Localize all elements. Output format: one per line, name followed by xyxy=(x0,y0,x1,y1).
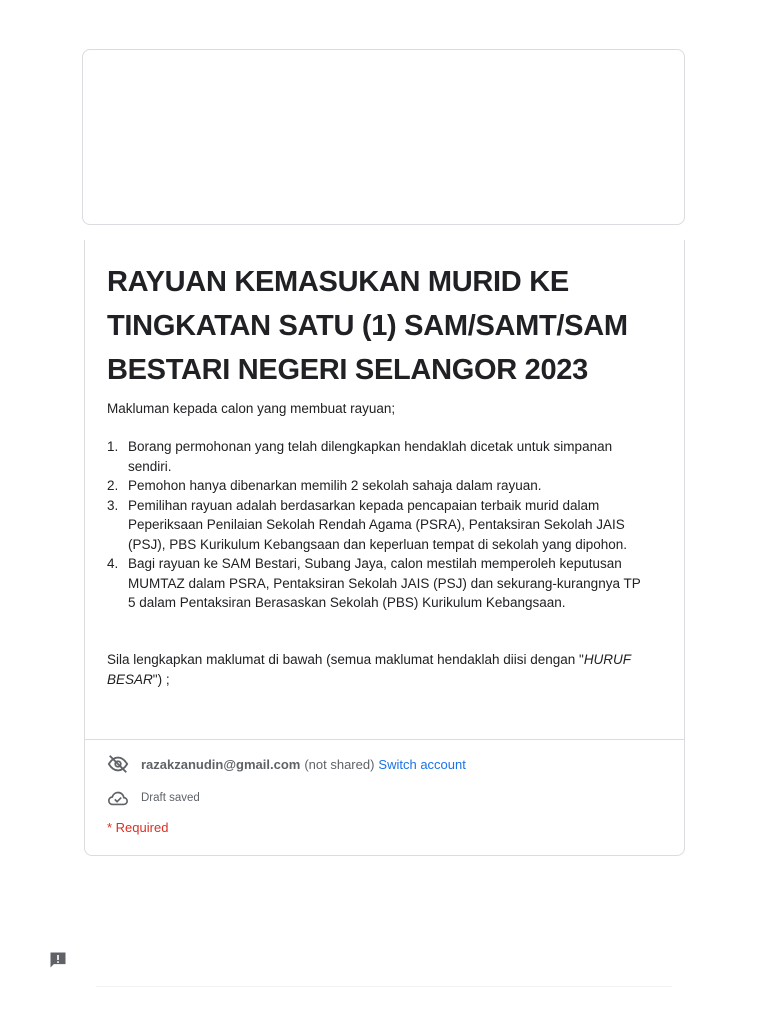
instruction-emphasis: HURUF BESAR xyxy=(107,652,631,687)
rules-list xyxy=(107,437,647,613)
form-description-card xyxy=(84,240,685,856)
cloud-check-icon xyxy=(107,787,129,809)
list-item xyxy=(107,476,647,496)
not-shared-label: (not shared) xyxy=(304,756,375,772)
form-instruction xyxy=(107,650,652,690)
list-item-number: 4. xyxy=(107,556,119,571)
instruction-prefix: Sila lengkapkan maklumat di bawah (semua maklumat hendaklah diisi dengan " xyxy=(107,652,584,667)
required-note: * Required xyxy=(107,820,169,835)
eye-off-icon xyxy=(107,753,129,775)
list-item xyxy=(107,437,647,476)
account-row xyxy=(107,752,466,776)
list-item xyxy=(107,496,647,555)
feedback-icon[interactable] xyxy=(48,950,68,970)
list-item xyxy=(107,554,647,613)
switch-account-link[interactable]: Switch account xyxy=(378,756,466,772)
list-item-text: Pemilihan rayuan adalah berdasarkan kepada pencapaian terbaik murid dalam Peperiksaan Penilaian Sekolah Rendah Agama (PSRA), Pentaksiran Sekolah JAIS (PSJ), PBS Kurikulum Kebangsaan dan keperluan tempat di sekolah yang dipohon. xyxy=(128,497,628,552)
instruction-suffix: ") ; xyxy=(152,672,170,687)
list-item-text: Pemohon hanya dibenarkan memilih 2 sekolah sahaja dalam rayuan. xyxy=(128,478,542,493)
footer-divider xyxy=(96,986,672,987)
draft-status-text: Draft saved xyxy=(141,792,200,804)
header-image-card xyxy=(82,49,685,225)
list-item-number: 2. xyxy=(107,478,119,493)
section-divider xyxy=(85,739,684,740)
list-item-number: 3. xyxy=(107,497,119,513)
form-title: RAYUAN KEMASUKAN MURID KE TINGKATAN SATU (1) SAM/SAMT/SAM BESTARI NEGERI SELANGOR 2023 xyxy=(107,266,628,386)
list-item-text: Bagi rayuan ke SAM Bestari, Subang Jaya, calon mestilah memperoleh keputusan MUMTAZ dalam PSRA, Pentaksiran Sekolah JAIS (PSJ) dan sekurang-kurangnya TP 5 dalam Pentaksiran Berasaskan Sekolah (PBS) Kurikulum Kebangsaan. xyxy=(128,556,641,610)
list-item-number: 1. xyxy=(107,439,119,454)
list-item-text: Borang permohonan yang telah dilengkapkan hendaklah dicetak untuk simpanan sendiri. xyxy=(128,439,613,474)
account-email: razakzanudin@gmail.com xyxy=(141,756,301,772)
form-intro: Makluman kepada calon yang membuat rayuan; xyxy=(107,401,396,416)
draft-status-row xyxy=(107,786,200,810)
